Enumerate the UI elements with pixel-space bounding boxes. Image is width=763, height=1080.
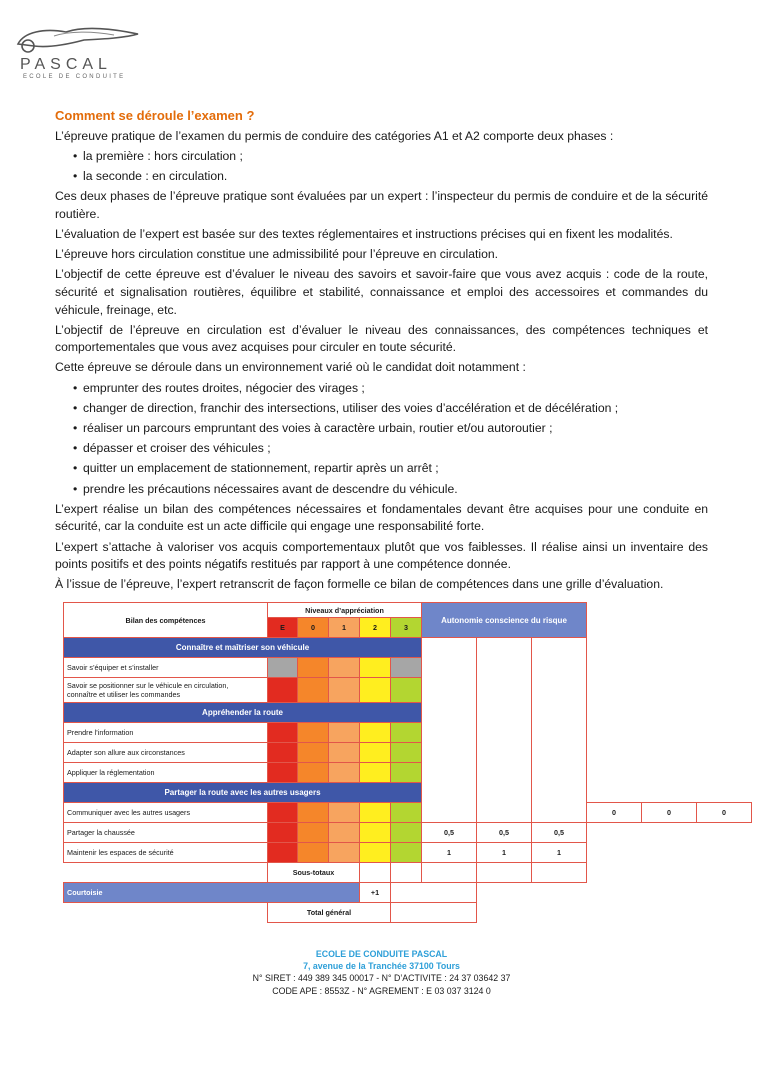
level-cell (360, 843, 391, 863)
skill-label: Partager la chaussée (64, 823, 268, 843)
total-label: Total général (268, 903, 391, 923)
level-cell (268, 723, 298, 743)
autonomie-value: 0,5 (422, 823, 477, 843)
footer-school: ECOLE DE CONDUITE PASCAL (315, 949, 448, 959)
level-cell (298, 843, 329, 863)
tasks-list (55, 380, 708, 499)
level-cell (329, 763, 360, 783)
phases-list (55, 148, 708, 186)
level-cell (391, 803, 422, 823)
level-cell (298, 678, 329, 703)
level-cell (360, 803, 391, 823)
paragraph: À l’issue de l’épreuve, l’expert retranscrit de façon formelle ce bilan de compétences dans une grille d’évaluation. (55, 577, 664, 592)
skill-label (64, 678, 268, 703)
level-cell (391, 658, 422, 678)
sous-total-cell (477, 863, 532, 883)
section-row: Partager la route avec les autres usagers (64, 783, 422, 803)
list-item: • réaliser un parcours empruntant des voies à caractère urbain, routier et/ou autoroutier ; (73, 420, 708, 438)
autonomie-cell (532, 638, 587, 823)
paragraph: L’objectif de cette épreuve est d’évaluer le niveau des savoirs et savoir-faire que vous avez acquis : code de la route, sécurité et signalisation routières, équilibre et stabilité, connaissance et emploi des accessoires et commandes du véhicule, freinage, etc. (55, 267, 708, 317)
footer-ape: CODE APE : 8553Z - N° AGREMENT : E 03 037 3124 0 (272, 985, 491, 996)
level-cell (329, 658, 360, 678)
level-cell (268, 678, 298, 703)
paragraph: L’épreuve hors circulation constitue une admissibilité pour l’épreuve en circulation. (55, 247, 499, 262)
level-cell (360, 823, 391, 843)
intro-paragraph: L’épreuve pratique de l’examen du permis de conduire des catégories A1 et A2 comporte deux phases : (55, 128, 614, 143)
paragraph: L’objectif de l’épreuve en circulation est d’évaluer le niveau des connaissances, des compétences techniques et comportementales que vous avez acquises pour circuler en toute sécurité. (55, 322, 708, 355)
spacer (64, 903, 268, 923)
autonomie-value: 1 (532, 843, 587, 863)
courtoisie-label: Courtoisie (64, 883, 360, 903)
skill-label: Savoir s’équiper et s’installer (64, 658, 268, 678)
sous-total-cell (391, 863, 422, 883)
level-cell (391, 843, 422, 863)
level-cell (268, 803, 298, 823)
logo-name: PASCAL (20, 56, 112, 73)
level-cell (360, 658, 391, 678)
main-content (55, 107, 708, 597)
skill-label: Adapter son allure aux circonstances (64, 743, 268, 763)
level-cell (391, 723, 422, 743)
list-item: • dépasser et croiser des véhicules ; (73, 440, 708, 458)
page-footer (0, 948, 763, 997)
sous-totaux-label: Sous-totaux (268, 863, 360, 883)
list-item: • prendre les précautions nécessaires avant de descendre du véhicule. (73, 481, 708, 499)
level-cell (329, 803, 360, 823)
evaluation-grid (63, 602, 752, 923)
list-item: • changer de direction, franchir des intersections, utiliser des voies d’accélération et de décélération ; (73, 400, 708, 418)
spacer (64, 863, 268, 883)
level-cell (298, 823, 329, 843)
niveaux-header: Niveaux d’appréciation (268, 603, 422, 618)
level-cell (329, 723, 360, 743)
level-cell (360, 678, 391, 703)
level-cell (268, 658, 298, 678)
level-3: 3 (391, 618, 422, 638)
autonomie-cell (477, 638, 532, 823)
courtoisie-value: +1 (360, 883, 391, 903)
autonomie-value: 0,5 (477, 823, 532, 843)
level-cell (268, 823, 298, 843)
level-cell (329, 823, 360, 843)
autonomie-value: 0 (587, 803, 642, 823)
logo-subtitle: ECOLE DE CONDUITE (23, 74, 126, 80)
level-cell (360, 723, 391, 743)
level-cell (298, 743, 329, 763)
total-cell (391, 903, 477, 923)
level-cell (298, 723, 329, 743)
level-cell (329, 843, 360, 863)
autonomie-value: 1 (422, 843, 477, 863)
skill-label-line: Savoir se positionner sur le véhicule en circulation, (67, 681, 229, 690)
autonomie-header: Autonomie conscience du risque (422, 603, 587, 638)
level-cell (298, 803, 329, 823)
paragraph: L’expert s’attache à valoriser vos acquis comportementaux plutôt que vos faiblesses. Il réalise ainsi un inventaire des points positifs et des points négatifs restitués par rapport à une compétence donnée. (55, 539, 708, 572)
level-cell (391, 823, 422, 843)
level-cell (329, 678, 360, 703)
level-cell (268, 843, 298, 863)
skill-label: Appliquer la réglementation (64, 763, 268, 783)
sous-total-cell (360, 863, 391, 883)
level-cell (391, 763, 422, 783)
motorcycle-logo-icon (14, 22, 144, 58)
level-cell (391, 743, 422, 763)
footer-address: 7, avenue de la Tranchée 37100 Tours (303, 961, 460, 972)
list-item: • emprunter des routes droites, négocier des virages ; (73, 380, 708, 398)
level-e: E (268, 618, 298, 638)
bilan-header: Bilan des compétences (64, 603, 268, 638)
level-cell (298, 658, 329, 678)
sous-total-cell (532, 863, 587, 883)
skill-label: Communiquer avec les autres usagers (64, 803, 268, 823)
list-item: • quitter un emplacement de stationnement, repartir après un arrêt ; (73, 460, 708, 478)
level-2: 2 (360, 618, 391, 638)
autonomie-value: 0,5 (532, 823, 587, 843)
paragraph: Ces deux phases de l’épreuve pratique sont évaluées par un expert : l’inspecteur du permis de conduire et de la sécurité routière. (55, 189, 708, 221)
footer-siret: N° SIRET : 449 389 345 00017 - N° D’ACTIVITE : 24 37 03642 37 (252, 973, 511, 984)
skill-label-line: connaître et utiliser les commandes (67, 690, 181, 699)
level-0: 0 (298, 618, 329, 638)
level-cell (360, 763, 391, 783)
courtoisie-cell (391, 883, 477, 903)
list-item: • la première : hors circulation ; (73, 148, 708, 166)
paragraph: L’expert réalise un bilan des compétences nécessaires et fondamentales devant être acquises pour une conduite en sécurité, car la conduite est un acte difficile qui engage une responsabilité forte. (55, 501, 708, 534)
sous-total-cell (422, 863, 477, 883)
level-cell (391, 678, 422, 703)
autonomie-cell (422, 638, 477, 823)
level-cell (329, 743, 360, 763)
skill-label: Maintenir les espaces de sécurité (64, 843, 268, 863)
autonomie-value: 0 (642, 803, 697, 823)
level-cell (298, 763, 329, 783)
autonomie-value: 0 (697, 803, 752, 823)
spacer (477, 883, 587, 903)
section-heading: Comment se déroule l’examen ? (55, 108, 255, 123)
list-item: • la seconde : en circulation. (73, 168, 708, 186)
section-row: Connaître et maîtriser son véhicule (64, 638, 422, 658)
level-cell (268, 743, 298, 763)
level-cell (268, 763, 298, 783)
level-1: 1 (329, 618, 360, 638)
level-cell (360, 743, 391, 763)
spacer (477, 903, 587, 923)
school-logo (14, 22, 144, 82)
autonomie-value: 1 (477, 843, 532, 863)
paragraph: Cette épreuve se déroule dans un environnement varié où le candidat doit notamment : (55, 360, 526, 375)
paragraph: L’évaluation de l’expert est basée sur des textes réglementaires et instructions précises qui en fixent les modalités. (55, 226, 673, 241)
section-row: Appréhender la route (64, 703, 422, 723)
skill-label: Prendre l’information (64, 723, 268, 743)
